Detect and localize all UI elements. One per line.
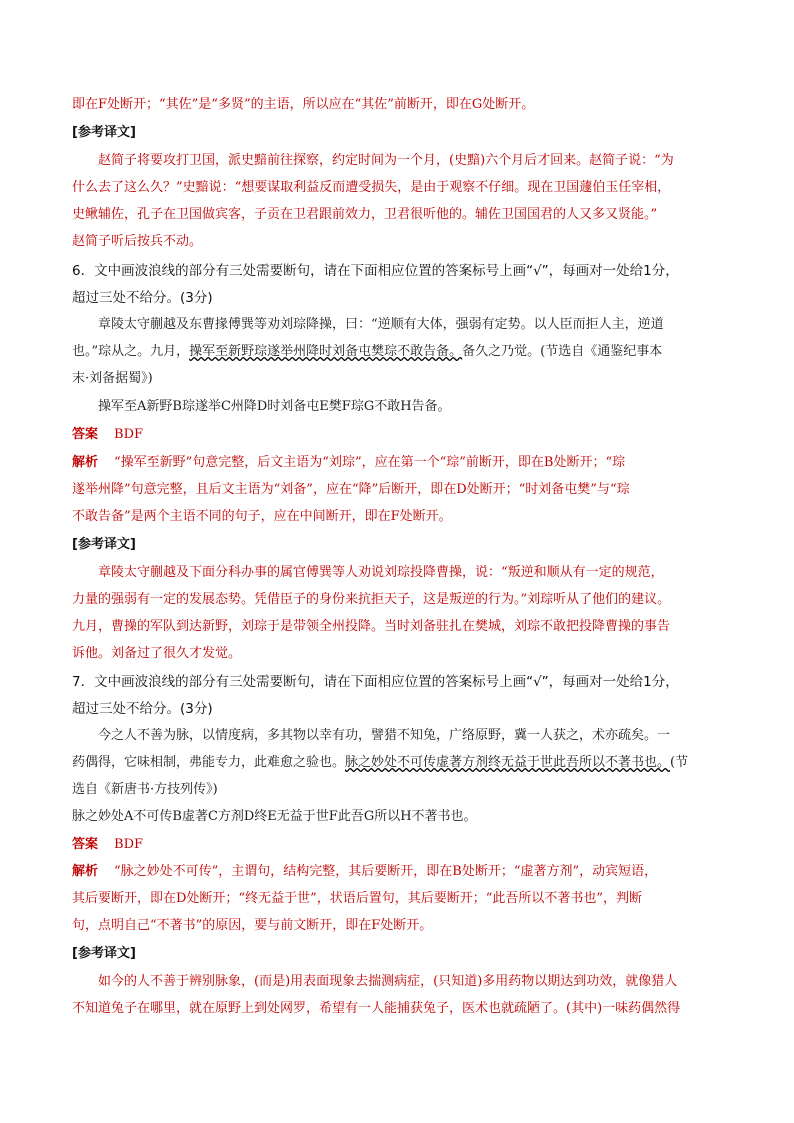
translation-line: 如今的人不善于辨别脉象，(而是)用表面现象去揣测病症，(只知道)多用药物以期达到功效，就像猎人 bbox=[98, 974, 678, 989]
passage-line: 今之人不善为脉，以情度病，多其物以幸有功，譬猎不知兔，广络原野，冀一人获之，术亦疏矣。一 bbox=[98, 728, 671, 743]
passage-line bbox=[72, 754, 732, 772]
explanation-label: 解析 bbox=[72, 455, 99, 470]
analysis-continuation: 即在F处断开；“其佐”是“多贤”的主语，所以应在“其佐”前断开，即在G处断开。 bbox=[72, 97, 535, 112]
question-6-prompt: 超过三处不给分。(3分) bbox=[72, 290, 213, 306]
explanation-line: 不敢告备”是两个主语不同的句子，应在中间断开，即在F处断开。 bbox=[72, 509, 452, 524]
explanation-line bbox=[72, 863, 732, 881]
translation-line: 诉他。刘备过了很久才发觉。 bbox=[72, 646, 242, 661]
translation-line: 章陵太守蒯越及下面分科办事的属官傅巽等人劝说刘琮投降曹操，说：“叛逆和顺从有一定的规范， bbox=[98, 565, 664, 580]
answer-line bbox=[72, 426, 732, 444]
explanation-line: 遂举州降”句意完整，且后文主语为“刘备”，应在“降”后断开，即在D处断开；“时刘备屯樊”与“琮 bbox=[72, 482, 630, 497]
question-6-prompt: 6．文中画波浪线的部分有三处需要断句，请在下面相应位置的答案标号上画“√”，每画对一处给1分， bbox=[72, 263, 679, 279]
passage-text: 备久之乃觉。(节选自《通鉴纪事本 bbox=[462, 344, 663, 359]
passage-line: 选自《新唐书·方技列传》) bbox=[72, 782, 218, 797]
explanation-line: 句，点明自己“不著书”的原因，要与前文断开，即在F处断开。 bbox=[72, 918, 433, 933]
passage-line: 章陵太守蒯越及东曹掾傅巽等劝刘琮降操，曰：“逆顺有大体，强弱有定势。以人臣而拒人主，逆道 bbox=[98, 317, 664, 332]
reference-translation-heading: [参考译文] bbox=[72, 125, 136, 140]
answer-options: 操军至A新野B琮遂举C州降D时刘备屯E樊F琮G不敢H告备。 bbox=[98, 399, 451, 414]
answer-options: 脉之妙处A不可传B虚著C方剂D终E无益于世F此吾G所以H不著书也。 bbox=[72, 809, 477, 824]
explanation-line: 其后要断开，即在D处断开；“终无益于世”，状语后置句，其后要断开；“此吾所以不著书也”，判断 bbox=[72, 891, 643, 906]
explanation-text: “脉之妙处不可传”，主谓句，结构完整，其后要断开，即在B处断开；“虚著方剂”，动宾短语， bbox=[114, 864, 658, 879]
explanation-text: “操军至新野”句意完整，后文主语为“刘琮”，应在第一个“琮”前断开，即在B处断开；“琮 bbox=[114, 455, 626, 470]
passage-text: (节 bbox=[670, 755, 689, 770]
answer-line bbox=[72, 836, 732, 854]
answer-value: BDF bbox=[114, 427, 144, 442]
wavy-underlined-passage: 脉之妙处不可传虚著方剂终无益于世此吾所以不著书也。 bbox=[345, 755, 671, 770]
answer-label: 答案 bbox=[72, 427, 99, 442]
passage-line bbox=[72, 343, 732, 361]
passage-line: 末·刘备据蜀》) bbox=[72, 371, 153, 386]
explanation-label: 解析 bbox=[72, 864, 99, 879]
answer-label: 答案 bbox=[72, 837, 99, 852]
translation-line: 力量的强弱有一定的发展态势。凭借臣子的身份来抗拒天子，这是叛逆的行为。”刘琮听从了他们的建议。 bbox=[72, 592, 671, 607]
passage-text: 也。”琮从之。九月， bbox=[72, 344, 190, 359]
translation-line: 九月，曹操的军队到达新野，刘琮于是带领全州投降。当时刘备驻扎在樊城，刘琮不敢把投降曹操的事告 bbox=[72, 619, 671, 634]
question-7-prompt: 7．文中画波浪线的部分有三处需要断句，请在下面相应位置的答案标号上画“√”，每画对一处给1分， bbox=[72, 674, 679, 690]
explanation-line bbox=[72, 454, 732, 472]
passage-text: 药偶得，它味相制，弗能专力，此难愈之验也。 bbox=[72, 755, 346, 770]
reference-translation-heading: [参考译文] bbox=[72, 946, 136, 961]
translation-line: 赵简子听后按兵不动。 bbox=[72, 234, 203, 249]
translation-line: 史鳅辅佐，孔子在卫国做宾客，子贡在卫君跟前效力，卫君很听他的。辅佐卫国国君的人又多又贤能。” bbox=[72, 207, 658, 222]
translation-line: 什么去了这么久？”史黯说：“想要谋取利益反而遭受损失，是由于观察不仔细。现在卫国蘧伯玉任宰相， bbox=[72, 180, 671, 195]
translation-line: 不知道兔子在哪里，就在原野上到处网罗，希望有一人能捕获兔子，医术也就疏陋了。(其中)一味药偶然得 bbox=[72, 1001, 681, 1016]
reference-translation-heading: [参考译文] bbox=[72, 537, 136, 552]
question-7-prompt: 超过三处不给分。(3分) bbox=[72, 701, 213, 717]
answer-value: BDF bbox=[114, 837, 144, 852]
translation-line: 赵简子将要攻打卫国，派史黯前往探察，约定时间为一个月，(史黯)六个月后才回来。赵简子说：“为 bbox=[98, 153, 674, 168]
wavy-underlined-passage: 操军至新野琮遂举州降时刘备屯樊琮不敢告备。 bbox=[189, 344, 463, 359]
